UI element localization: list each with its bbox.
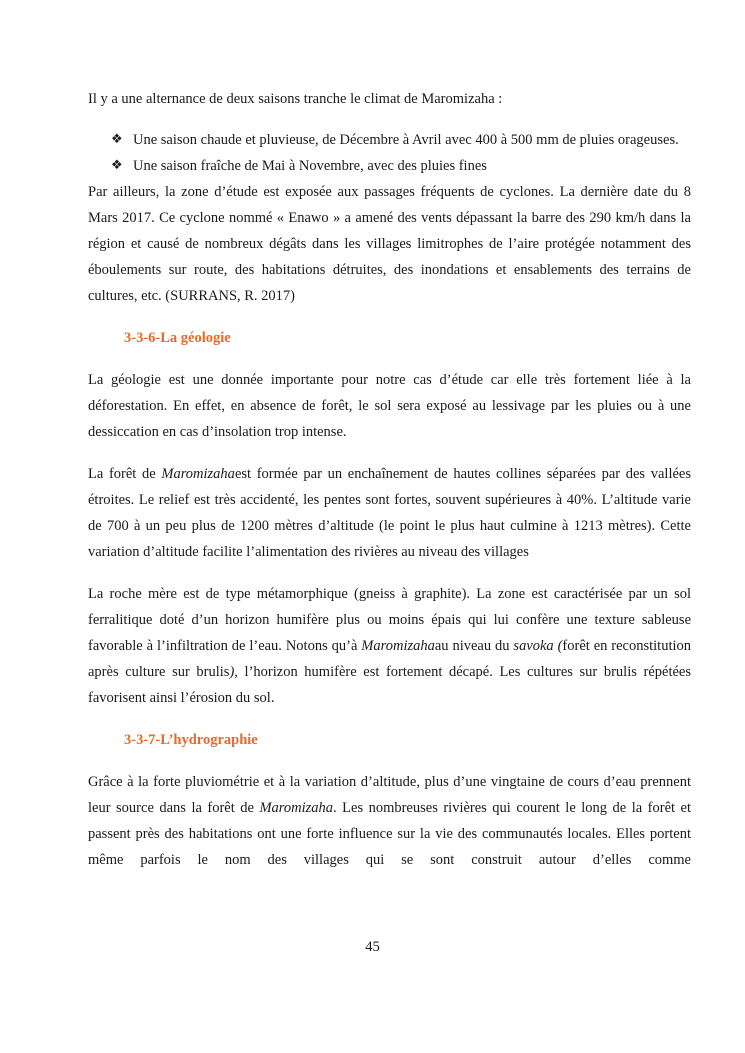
geology-paragraph-1: La géologie est une donnée importante pour notre cas d’étude car elle très fortement liée à la déforestation. En effet, en absence de forêt, le sol sera exposé au lessivage par les pluies ou à une dessiccation en cas d’insolation trop intense. <box>88 372 691 440</box>
season-text: Une saison chaude et pluvieuse, de Décembre à Avril avec 400 à 500 mm de pluies orageuses. <box>133 132 679 148</box>
diamond-bullet-icon: ❖ <box>111 132 123 147</box>
text-run: La forêt de <box>88 466 162 482</box>
term-italic: savoka ( <box>513 638 563 654</box>
text-run: est formée par un enchaînement de hautes collines séparées par des vallées étroites. Le relief est très accidenté, les pentes sont fortes, souvent supérieures à 40%. L’altitude varie de 700 à un peu plus de 1200 mètres d’altitude (le point le plus haut culmine à 1213 mètres). Cette variation d’altitude facilite l’alimentation des rivières au niveau des villages <box>88 466 691 560</box>
page-number: 45 <box>365 939 380 955</box>
document-page <box>88 86 691 873</box>
text-run: au niveau du <box>434 638 514 654</box>
diamond-bullet-icon: ❖ <box>111 158 123 173</box>
hydrography-paragraph <box>88 769 691 873</box>
cyclone-paragraph: Par ailleurs, la zone d’étude est exposée aux passages fréquents de cyclones. La dernière date du 8 Mars 2017. Ce cyclone nommé « Enawo » a amené des vents dépassant la barre des 290 km/h dans la région et causé de nombreux dégâts dans les villages limitrophes de l’aire protégée notamment des éboulements sur route, des habitations détruites, des inondations et ensablements des terrains de cultures, etc. (SURRANS, R. 2017) <box>88 184 691 304</box>
text-run: , l’horizon humifère est fortement décapé. Les cultures sur brulis répétées favorisent ainsi l’érosion du sol. <box>88 664 691 706</box>
section-heading-hydrography: 3-3-7-L’hydrographie <box>124 732 258 748</box>
place-name-italic: Maromizaha <box>361 638 435 654</box>
list-item <box>111 153 691 179</box>
geology-paragraph-2 <box>88 461 691 565</box>
text-run: Grâce à la forte pluviométrie et à la variation d’altitude, plus d’une vingtaine de cours d’eau prennent leur source dans la forêt de <box>88 774 691 816</box>
text-run: . Les nombreuses rivières qui courent le long de la forêt et passent près des habitations ont une forte influence sur la vie des communautés locales. Elles portent même parfois le nom des villages qui se sont construit autour d’elles comme <box>88 800 691 868</box>
season-list <box>88 127 691 179</box>
place-name-italic: Maromizaha <box>259 800 334 816</box>
list-item <box>111 127 691 153</box>
paren-italic: ) <box>229 664 235 680</box>
text-run: La roche mère est de type métamorphique (gneiss à graphite). La zone est caractérisée par un sol ferralitique doté d’un horizon humifère plus ou moins épais qui lui confère une texture sableuse favorable à l’infiltration de l’eau. Notons qu’à <box>88 586 691 654</box>
text-run: forêt en reconstitution après culture sur brulis <box>88 638 692 680</box>
climate-intro: Il y a une alternance de deux saisons tranche le climat de Maromizaha : <box>88 91 503 107</box>
place-name-italic: Maromizaha <box>161 466 235 482</box>
geology-paragraph-3 <box>88 581 691 711</box>
season-text: Une saison fraîche de Mai à Novembre, avec des pluies fines <box>133 158 487 174</box>
section-heading-geology: 3-3-6-La géologie <box>124 330 231 346</box>
